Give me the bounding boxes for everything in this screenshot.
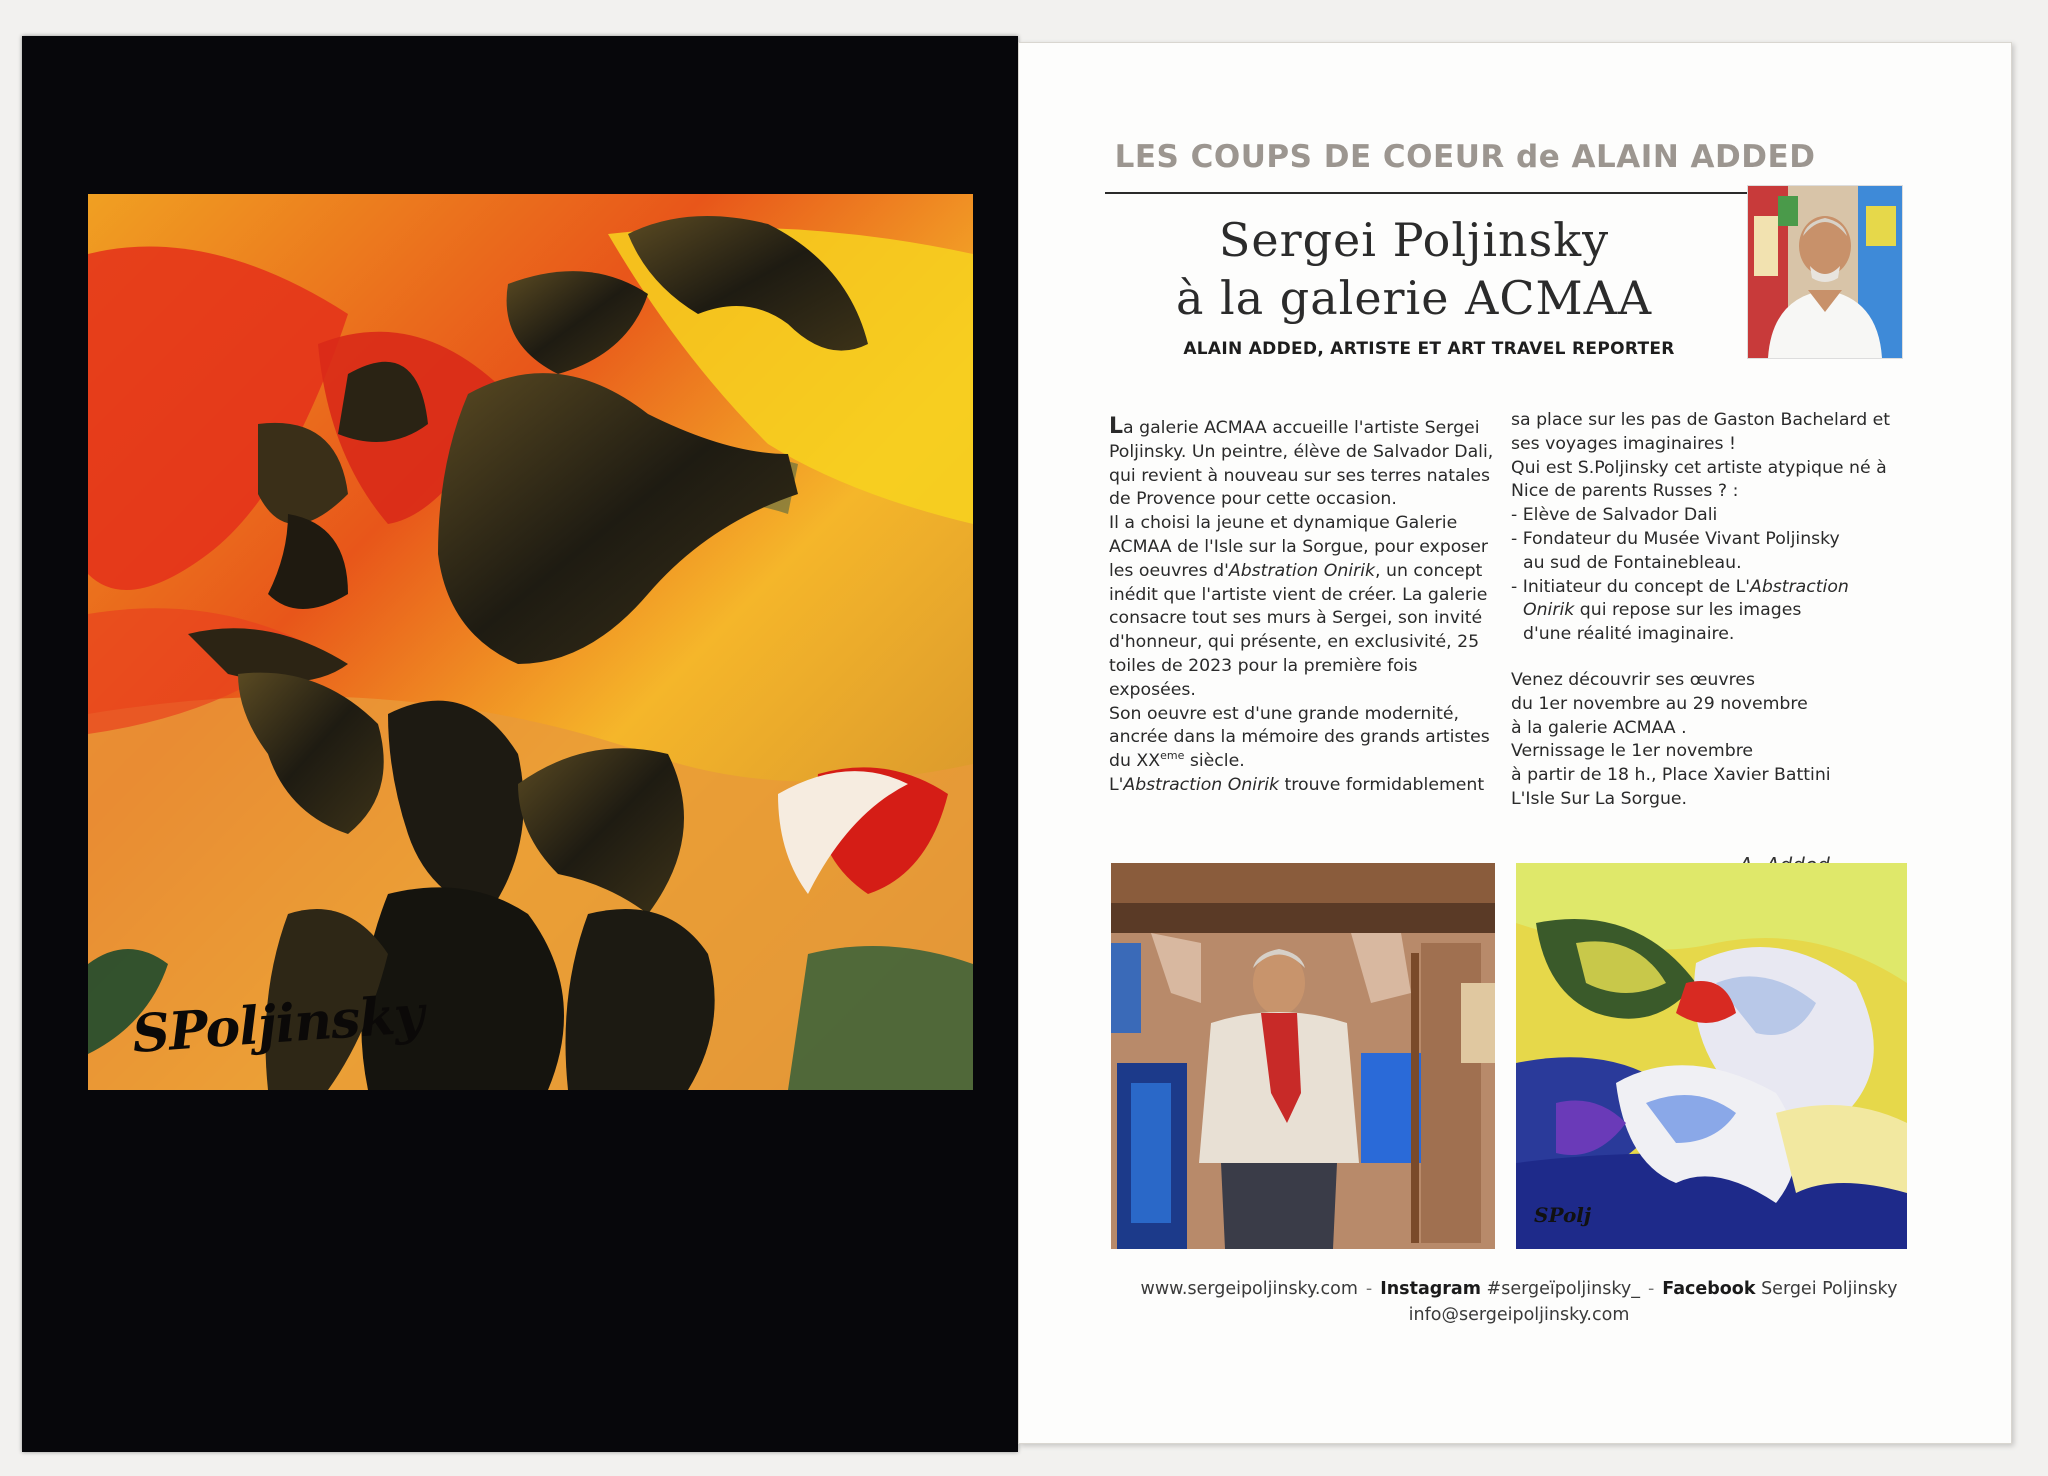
paragraph-4 xyxy=(1109,774,1509,798)
visit-line-5: à partir de 18 h., Place Xavier Battini xyxy=(1511,765,1831,786)
visit-line-4: Vernissage le 1er novembre xyxy=(1511,741,1754,762)
main-painting-image xyxy=(88,194,973,1090)
author-portrait-image xyxy=(1747,185,1903,359)
article-column-1 xyxy=(1109,415,1509,798)
paragraph-1-text: a galerie ACMAA accueille l'artiste Sergei Poljinsky. Un peintre, élève de Salvador Dali, qui revient à nouveau sur ses terres natales de Provence pour cette occasion. xyxy=(1109,418,1494,510)
paragraph-2-italic: Abstration Onirik xyxy=(1228,560,1376,581)
left-page xyxy=(22,36,1018,1452)
col2-paragraph-2: Qui est S.Poljinsky cet artiste atypique né à Nice de parents Russes ? : xyxy=(1511,457,1887,502)
instagram-handle[interactable]: #sergeïpoljinsky_ xyxy=(1486,1279,1640,1299)
paragraph-2 xyxy=(1109,512,1509,702)
list-item-3b xyxy=(1511,599,1901,623)
header-rule xyxy=(1105,192,1751,194)
paragraph-4-text-b: trouve formidablement xyxy=(1279,774,1485,795)
paragraph-3-superscript: eme xyxy=(1160,749,1185,763)
list-item-2a: - Fondateur du Musée Vivant Poljinsky xyxy=(1511,528,1840,549)
spacer xyxy=(1511,647,1901,669)
paragraph-1 xyxy=(1109,415,1509,512)
paragraph-3-text-a: Son oeuvre est d'une grande modernité, ancrée dans la mémoire des grands artistes du XX xyxy=(1109,703,1490,772)
list-item-3c: d'une réalité imaginaire. xyxy=(1523,624,1735,645)
list-item-3a-italic: Abstraction xyxy=(1750,576,1849,597)
separator: - xyxy=(1647,1279,1655,1299)
article-byline: ALAIN ADDED, ARTISTE ET ART TRAVEL REPORTER xyxy=(1183,339,1675,359)
footer-email[interactable]: info@sergeipoljinsky.com xyxy=(1408,1305,1630,1325)
list-item-2b: au sud de Fontainebleau. xyxy=(1523,552,1742,573)
facebook-label: Facebook xyxy=(1662,1279,1756,1299)
list-item-3a xyxy=(1511,576,1901,600)
artist-signature: SPoljinsky xyxy=(130,983,426,1066)
article-page xyxy=(1018,42,2012,1444)
website-link[interactable]: www.sergeipoljinsky.com xyxy=(1140,1279,1358,1299)
abstract-painting-photo xyxy=(1516,863,1907,1249)
paragraph-3-text-b: siècle. xyxy=(1184,751,1245,772)
studio-photo-graphic xyxy=(1111,863,1495,1249)
list-item-1: - Elève de Salvador Dali xyxy=(1511,505,1718,526)
article-headline xyxy=(1149,211,1679,327)
visit-line-3: à la galerie ACMAA . xyxy=(1511,717,1687,738)
paragraph-3 xyxy=(1109,703,1509,774)
visit-line-6: L'Isle Sur La Sorgue. xyxy=(1511,788,1688,809)
list-item-3b-italic: Onirik xyxy=(1523,600,1575,621)
visit-line-2: du 1er novembre au 29 novembre xyxy=(1511,693,1808,714)
abstract-painting-graphic xyxy=(88,194,973,1090)
paragraph-4-text-a: L' xyxy=(1109,774,1124,795)
list-item-3b-text: qui repose sur les images xyxy=(1574,600,1802,621)
small-painting-signature: SPolj xyxy=(1534,1203,1592,1227)
col2-paragraph-1: sa place sur les pas de Gaston Bachelard et ses voyages imaginaires ! xyxy=(1511,410,1891,454)
separator: - xyxy=(1365,1279,1373,1299)
visit-line-1: Venez découvrir ses œuvres xyxy=(1511,669,1755,690)
instagram-label: Instagram xyxy=(1380,1279,1481,1299)
facebook-name[interactable]: Sergei Poljinsky xyxy=(1761,1279,1898,1299)
headline-line2: à la galerie ACMAA xyxy=(1175,271,1653,325)
paragraph-4-italic: Abstraction Onirik xyxy=(1123,774,1280,795)
artist-studio-photo xyxy=(1111,863,1495,1249)
headline-line1: Sergei Poljinsky xyxy=(1218,213,1610,267)
dropcap: L xyxy=(1109,414,1124,439)
footer-links xyxy=(1079,1279,1959,1299)
small-painting-graphic xyxy=(1516,863,1907,1249)
list-item-3a-text: - Initiateur du concept de L' xyxy=(1511,576,1750,597)
paragraph-2-text-a: Il a choisi la jeune et dynamique Galerie ACMAA de l'Isle sur la Sorgue, pour exposer les oeuvres d' xyxy=(1109,513,1489,581)
portrait-graphic xyxy=(1748,186,1902,358)
article-column-2 xyxy=(1511,409,1901,812)
paragraph-2-text-b: , un concept inédit que l'artiste vient de créer. La galerie consacre tout ses murs à Sergei, son invité d'honneur, qui présente, en exclusivité, 25 toiles de 2023 pour la première fois exposées. xyxy=(1109,560,1488,700)
section-kicker: LES COUPS DE COEUR de ALAIN ADDED xyxy=(1114,139,1816,175)
